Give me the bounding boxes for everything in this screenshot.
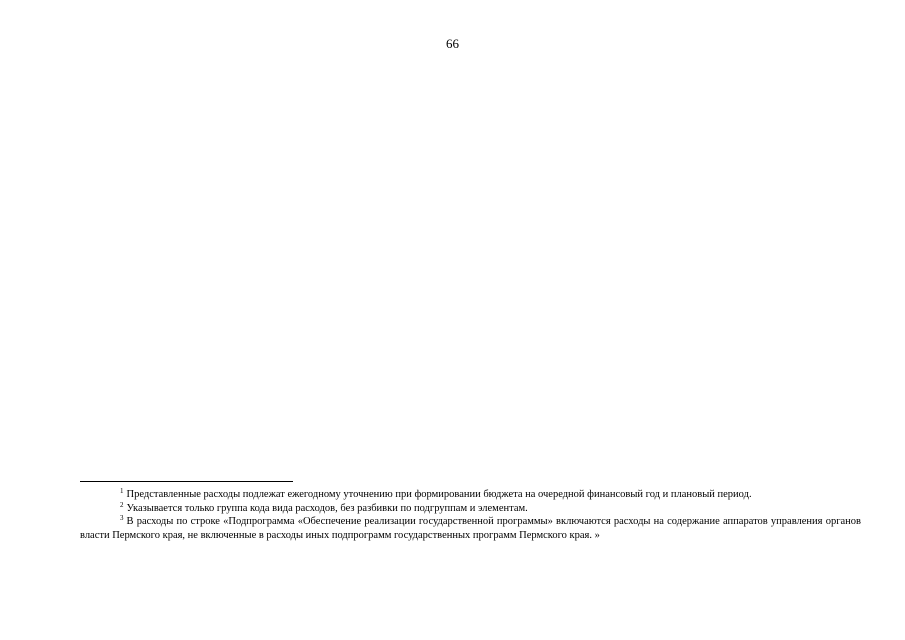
footnote-2 [80, 502, 861, 516]
footnote-1-text: Представленные расходы подлежат ежегодному уточнению при формировании бюджета на очередной финансовый год и плановый период. [126, 489, 752, 500]
footnote-separator [80, 481, 293, 482]
footnote-3-mark: 3 [120, 514, 124, 522]
footnote-1-mark: 1 [120, 487, 124, 495]
footnote-3-text: В расходы по строке «Подпрограмма «Обеспечение реализации государственной программы» включаются расходы на содержание аппаратов управления органов власти Пермского края, не включенные в расходы иных подпрограмм государственных программ Пермского края. » [80, 516, 861, 541]
page-number: 66 [446, 36, 459, 51]
footnote-1 [80, 488, 861, 502]
footnotes-section [80, 488, 861, 542]
footnote-3 [80, 515, 861, 542]
footnote-2-mark: 2 [120, 500, 124, 509]
footnote-2-text: Указывается только группа кода вида расходов, без разбивки по подгруппам и элементам. [126, 502, 528, 514]
